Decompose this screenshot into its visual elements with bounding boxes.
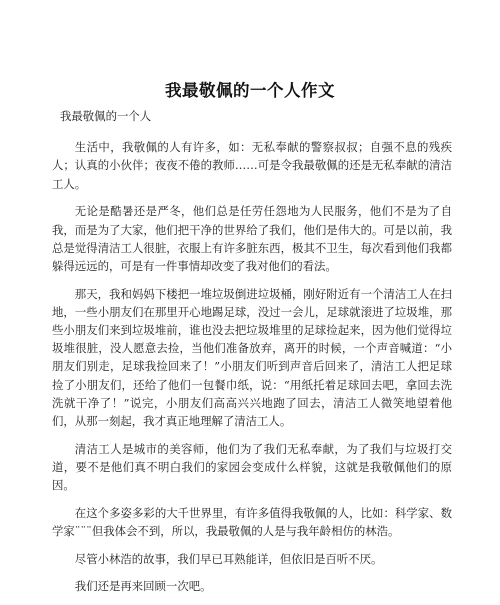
- document-body: [52, 107, 452, 605]
- paragraph: 清洁工人是城市的美容师，他们为了我们无私奉献，为了我们与垃圾打交道，要不是他们真不明白我们的家园会变成什么样貌，这就是我敬佩他们的原因。: [52, 441, 452, 493]
- paragraph: 尽管小林浩的故事，我们早已耳熟能详，但依旧是百听不厌。: [74, 551, 383, 566]
- paragraph: 无论是酷暑还是严冬，他们总是任劳任怨地为人民服务，他们不是为了自我，而是为了大家，他们把干净的世界给了我们，他们是伟大的。可是以前，我总是觉得清洁工人很脏，衣服上有许多脏东西，极其不卫生，每次看到他们我都躲得远远的，可是有一件事情却改变了我对他们的看法。: [52, 204, 452, 273]
- paragraph: 在这个多姿多彩的大千世界里，有许多值得我敬佩的人，比如：科学家、数学家¨¨¨但我体会不到，所以，我最敬佩的人是与我年龄相仿的林浩。: [52, 505, 452, 539]
- document-title: 我最敬佩的一个人作文: [165, 81, 335, 100]
- paragraph: 我们还是再来回顾一次吧。: [74, 579, 212, 594]
- paragraph: 那天，我和妈妈下楼把一堆垃圾倒进垃圾桶，刚好附近有一个清洁工人在扫地，一些小朋友们在那里开心地踢足球，没过一会儿，足球就滚进了垃圾堆，那些小朋友们来到垃圾堆前，谁也没去把垃圾堆里的足球捡起来，因为他们觉得垃圾堆很脏，没人愿意去捡，当他们准备放弃，离开的时候，一个声音喊道：“小朋友们别走，足球我捡回来了！”小朋友们听到声音后回来了，清洁工人把足球捡了小朋友们，还给了他们一包餐巾纸，说：“用纸托着足球回去吧，拿回去洗洗就干净了！”说完，小朋友们高高兴兴地跑了回去，清洁工人微笑地望着他们，从那一刻起，我才真正地理解了清洁工人。: [52, 286, 452, 429]
- paragraph-heading: 我最敬佩的一个人: [60, 109, 152, 123]
- paragraph: 生活中，我敬佩的人有许多，如：无私奉献的警察叔叔；自强不息的残疾人；认真的小伙伴；夜夜不倦的教师……可是令我最敬佩的还是无私奉献的清洁工人。: [52, 140, 452, 191]
